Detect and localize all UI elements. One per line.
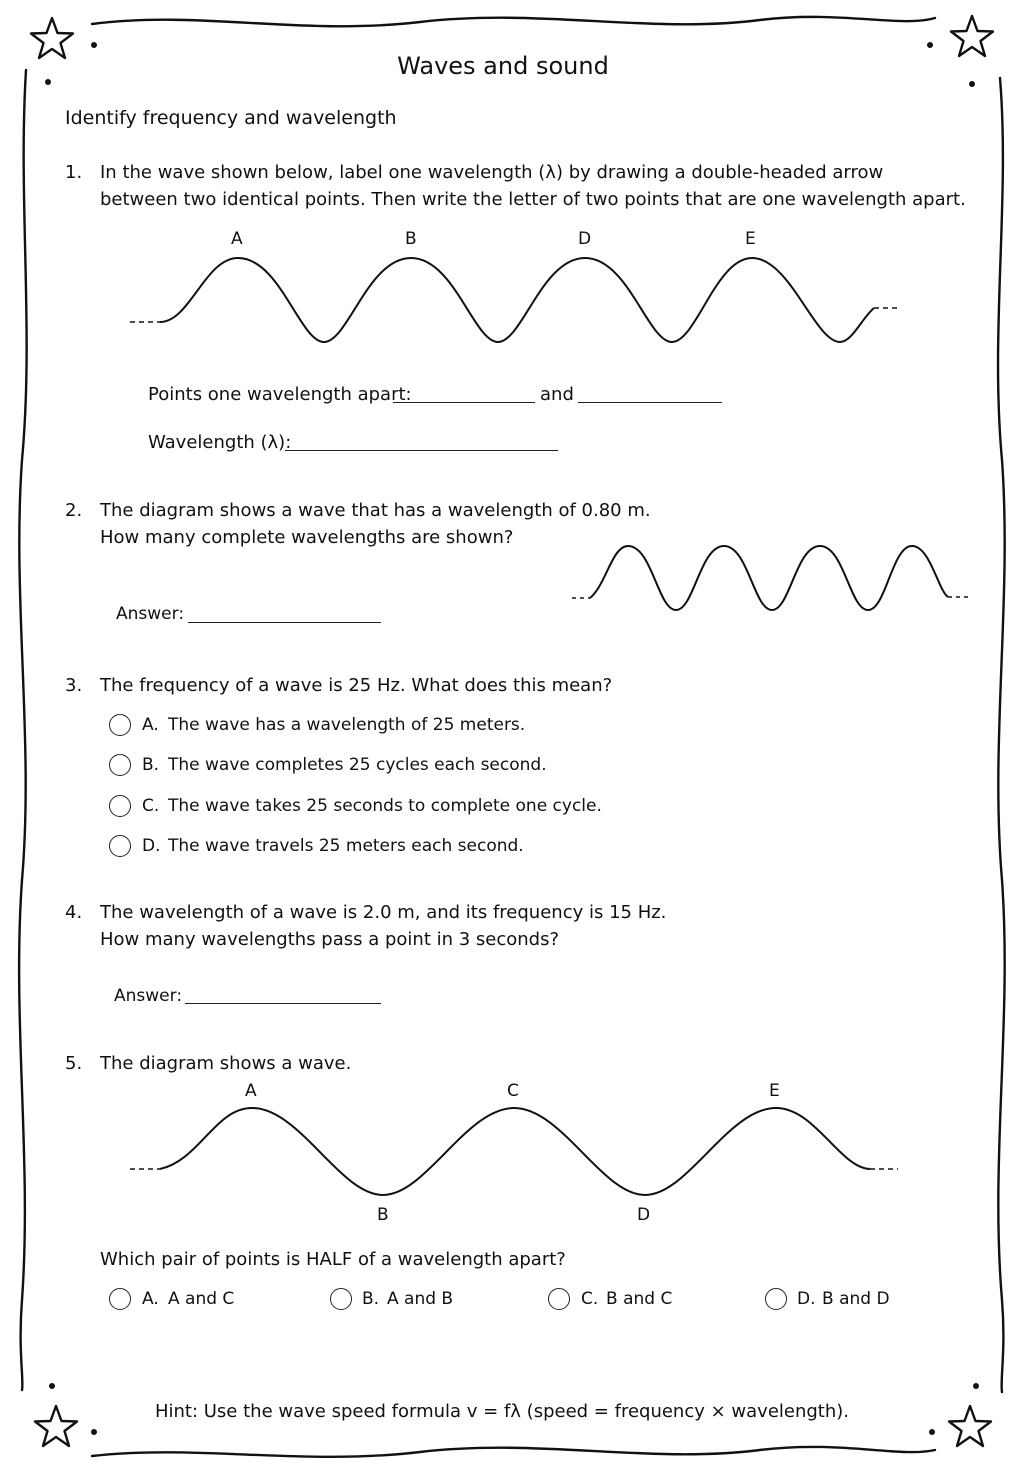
and-label: and <box>540 384 574 405</box>
option-text: A and B <box>387 1289 454 1309</box>
radio-button[interactable] <box>548 1288 570 1310</box>
wave-point-label: A <box>245 1081 257 1101</box>
wave-point-label: B <box>377 1205 389 1225</box>
radio-button[interactable] <box>765 1288 787 1310</box>
option-letter: D. <box>797 1289 816 1309</box>
section-subtitle: Identify frequency and wavelength <box>65 107 397 129</box>
points-apart-label: Points one wavelength apart: <box>148 384 412 405</box>
wave-point-label: D <box>637 1205 651 1225</box>
option-letter: C. <box>581 1289 599 1309</box>
question-text: The wavelength of a wave is 2.0 m, and its frequency is 15 Hz. <box>100 902 667 923</box>
question-text: The diagram shows a wave that has a wavelength of 0.80 m. <box>100 500 651 521</box>
radio-button[interactable] <box>109 1288 131 1310</box>
option-letter: A. <box>142 1289 159 1309</box>
option-letter: C. <box>142 796 160 816</box>
question-number: 2. <box>65 500 83 521</box>
question-text: How many complete wavelengths are shown? <box>100 527 514 548</box>
question-text: The frequency of a wave is 25 Hz. What does this mean? <box>100 675 613 696</box>
question-number: 3. <box>65 675 83 696</box>
option-letter: B. <box>362 1289 380 1309</box>
page-title: Waves and sound <box>397 52 609 80</box>
option-text: The wave completes 25 cycles each second. <box>168 755 547 775</box>
option-letter: B. <box>142 755 160 775</box>
question-number: 4. <box>65 902 83 923</box>
wave-point-label: E <box>745 229 756 249</box>
answer-label: Answer: <box>114 986 183 1006</box>
question-text: between two identical points. Then write the letter of two points that are one wavelength apart. <box>100 189 966 210</box>
question-number: 1. <box>65 162 83 183</box>
wave-point-label: E <box>769 1081 780 1101</box>
question-text: Which pair of points is HALF of a wavelength apart? <box>100 1249 566 1270</box>
option-text: The wave has a wavelength of 25 meters. <box>168 715 526 735</box>
answer-label: Answer: <box>116 604 185 624</box>
option-letter: A. <box>142 715 159 735</box>
wavelength-label: Wavelength (λ): <box>148 432 292 453</box>
question-text: In the wave shown below, label one wavelength (λ) by drawing a double-headed arrow <box>100 162 884 183</box>
radio-button[interactable] <box>330 1288 352 1310</box>
hint-text: Hint: Use the wave speed formula v = fλ (speed = frequency × wavelength). <box>154 1401 850 1422</box>
wave-point-label: C <box>507 1081 519 1101</box>
question-text: How many wavelengths pass a point in 3 seconds? <box>100 929 560 950</box>
option-text: The wave travels 25 meters each second. <box>168 836 524 856</box>
option-text: A and C <box>168 1289 235 1309</box>
wave-point-label: D <box>578 229 592 249</box>
wave-point-label: B <box>405 229 417 249</box>
wave-point-label: A <box>231 229 243 249</box>
option-text: B and D <box>822 1289 890 1309</box>
option-text: B and C <box>606 1289 673 1309</box>
option-letter: D. <box>142 836 161 856</box>
question-number: 5. <box>65 1053 83 1074</box>
option-text: The wave takes 25 seconds to complete one cycle. <box>168 796 602 816</box>
question-text: The diagram shows a wave. <box>100 1053 352 1074</box>
